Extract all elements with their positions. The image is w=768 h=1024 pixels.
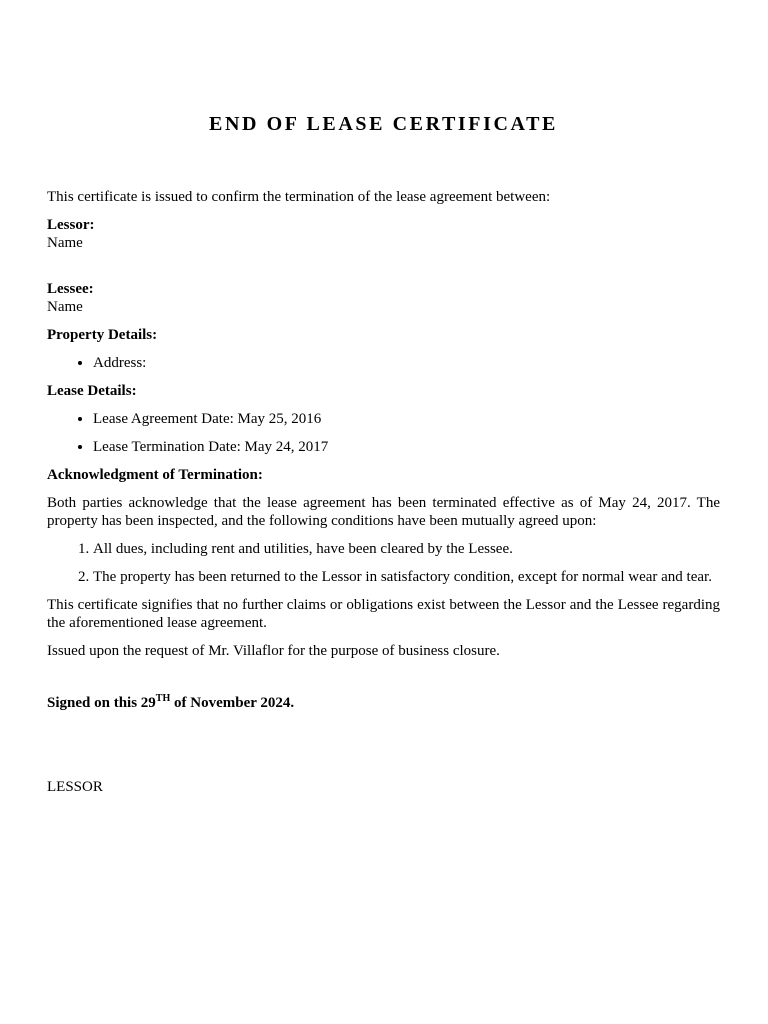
signed-rest: of November 2024. xyxy=(170,695,295,711)
signifies-paragraph: This certificate signifies that no further claims or obligations exist between the Lessor and the Lessee regarding the aforementioned lease agreement. xyxy=(47,597,720,631)
document-title: END OF LEASE CERTIFICATE xyxy=(209,113,558,135)
lease-details-list xyxy=(47,410,720,456)
intro-text: This certificate is issued to confirm the termination of the lease agreement between: xyxy=(47,189,551,205)
property-address-item: • Address: xyxy=(93,354,720,372)
document-body xyxy=(47,112,720,806)
lessor-name: Name xyxy=(47,235,83,251)
property-details-heading: Property Details: xyxy=(47,327,158,343)
lessee-label: Lessee: xyxy=(47,281,94,297)
signed-ordinal-suffix: TH xyxy=(155,693,171,704)
condition-item-dues: 1. All dues, including rent and utilities, have been cleared by the Lessee. xyxy=(93,540,720,558)
conditions-list xyxy=(47,540,720,586)
acknowledgment-paragraph: Both parties acknowledge that the lease agreement has been terminated effective as of May 24, 2017. The property has been inspected, and the following conditions have been mutually agreed upon: xyxy=(47,495,720,529)
acknowledgment-heading: Acknowledgment of Termination: xyxy=(47,467,263,483)
lease-termination-date-item: • Lease Termination Date: May 24, 2017 xyxy=(93,438,720,456)
signed-date-line xyxy=(47,694,720,712)
lessor-section xyxy=(47,216,720,252)
lease-details-heading: Lease Details: xyxy=(47,383,137,399)
lease-agreement-date-item: • Lease Agreement Date: May 25, 2016 xyxy=(93,410,720,428)
signatory-label: LESSOR xyxy=(47,779,103,795)
lessee-name: Name xyxy=(47,299,83,315)
issued-paragraph: Issued upon the request of Mr. Villaflor for the purpose of business closure. xyxy=(47,643,500,659)
property-details-list xyxy=(47,354,720,372)
lessee-section xyxy=(47,280,720,316)
condition-item-property: 2. The property has been returned to the Lessor in satisfactory condition, except for normal wear and tear. xyxy=(93,568,720,586)
signed-prefix: Signed on this 29 xyxy=(47,695,156,711)
lessor-label: Lessor: xyxy=(47,217,95,233)
